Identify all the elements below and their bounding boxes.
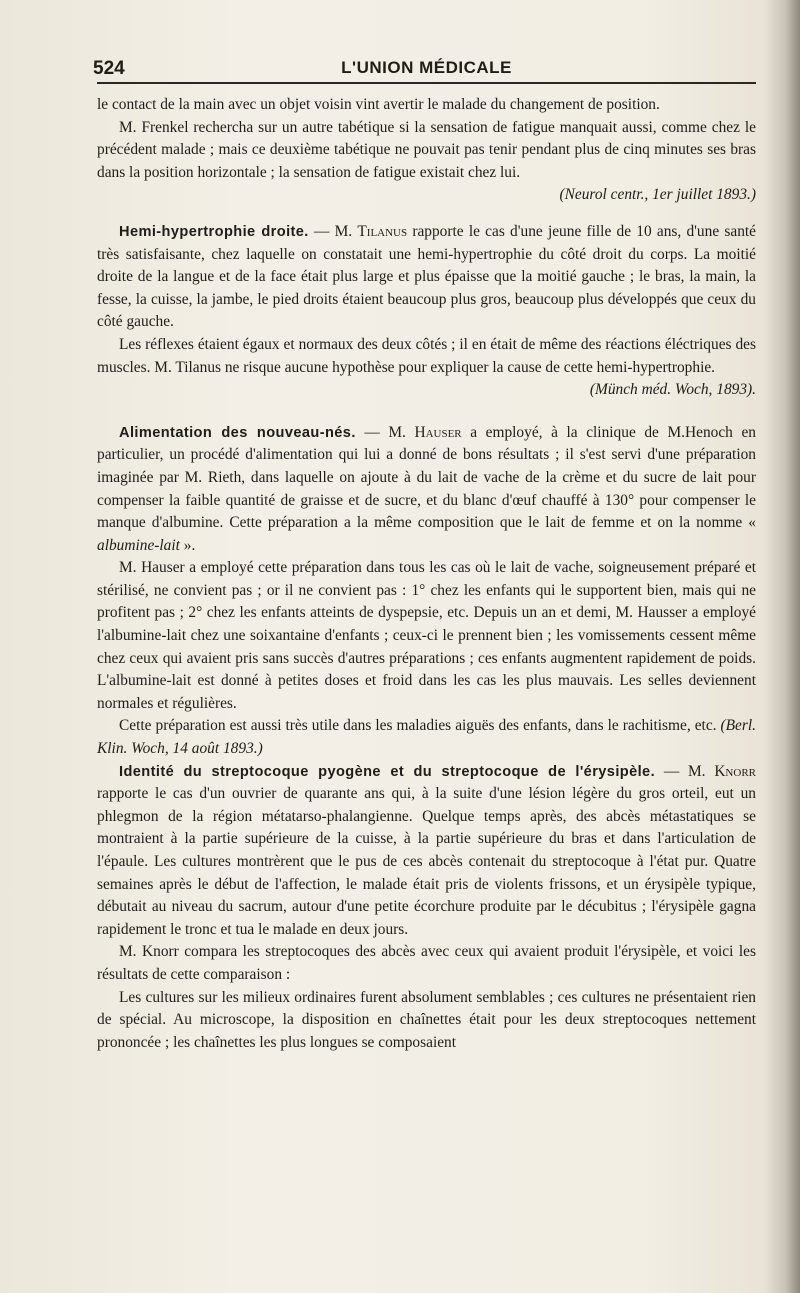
page-edge-shadow [764,0,800,1293]
paragraph-cultures: Les cultures sur les milieux ordinaires furent absolument semblables ; ces cultures ne présentaient rien de spécial. Au microscope, la disposition en chaînettes était pour les deux streptocoques nettement prononcée ; les chaînettes les plus longues se composaient [97,988,756,1051]
paragraph-text: a employé, à la clinique de M.Henoch en particulier, un procédé d'alimentation qui lui a donné de bons résultats ; il s'est servi d'une préparation imaginée par M. Rieth, dans laquelle on ajoute à du lait de vache de la crème et du sucre de lait pour compenser la faible quantité de graisse et de sucre, et du blanc d'œuf chauffé à 130° pour compenser le manque d'albumine. Cette préparation a la même composition que le lait de femme et on la nomme « [97,423,756,532]
journal-title: L'UNION MÉDICALE [341,58,512,77]
paragraph-text: rapporte le cas d'un ouvrier de quarante ans qui, à la suite d'une lésion légère du gros orteil, eut un phlegmon de la région métatarso-phalangienne. Quelque temps après, des abcès métastatiques se montraient à la partie supérieure de la cuisse, à la partie supérieure du bras et dans l'articulation de l'épaule. Les cultures montrèrent que le pus de ces abcès contenait du streptocoque à l'état pur. Quatre semaines après le début de l'affection, le malade était pris de violents frissons, et un érysipèle typique, débutait au niveau du sacrum, autour d'une petite écorchure produite par le décubitus ; l'érysipèle gagna rapidement le tronc et tua le malade en deux jours. [97,785,756,938]
paragraph-comparaison: M. Knorr compara les streptocoques des abcès avec ceux qui avaient produit l'érysipèle, et voici les résultats de cette comparaison : [97,943,756,983]
term: albumine-lait [97,536,180,554]
heading-dash: — M. [355,423,415,441]
paragraph-reflexes: Les réflexes étaient égaux et normaux des deux côtés ; il en était de même des réactions éléctriques des muscles. M. Tilanus ne risque aucune hypothèse pour expliquer la cause de cette hemi-hypertrophie. [97,335,756,376]
paragraph-text: Cette préparation est aussi très utile dans les maladies aiguës des enfants, dans le rachitisme, etc. [119,717,721,735]
paragraph-text: rapporte le cas d'une jeune fille de 10 ans, d'une santé très satisfaisante, chez laquelle on constatait une hemi-hypertrophie du côté droit du corps. La moitié droite de la langue et de la face était plus large et plus épaisse que la moitié gauche ; le bras, la main, la fesse, la cuisse, la jambe, le pied droits étaient beaucoup plus gros, beaucoup plus développés que ceux du côté gauche. [97,222,757,331]
paragraph-frenkel [97,117,756,207]
citation: (Berl. Klin. Woch, 14 août 1893.) [97,717,756,758]
paragraph-hauser-cases: M. Hauser a employé cette préparation dans tous les cas où le lait de vache, soigneusement préparé et stérilisé, ne convient pas ; or il ne convient pas : 1° chez les enfants qui le supportent bien, mais qui ne profitent pas ; 2° chez les enfants atteints de dyspepsie, etc. Depuis un an et demi, M. Hausser a employé l'albumine-lait chez une soixantaine d'enfants ; ceux-ci le prennent bien ; les vomissements cessent même chez ceux qui avaient pris sans succès d'autres préparations ; ces enfants augmentent rapidement de poids. L'albumine-lait est donné à petites doses et froid dans les cas les plus mauvais. Les selles deviennent normales et régulières. [97,559,756,712]
section-heading: Identité du streptocoque pyogène et du streptocoque de l'érysipèle. [119,763,656,780]
author-name: Knorr [714,762,756,780]
citation-paragraph [97,379,756,402]
section-hemi-hypertrophie [97,221,756,334]
paragraph-text-end: ». [179,536,196,554]
page-number: 524 [93,58,125,79]
section-heading: Hemi-hypertrophie droite. [119,223,309,240]
running-header [93,52,756,84]
section-streptocoque [97,761,756,942]
citation: (Neurol centr., 1er juillet 1893.) [559,186,756,204]
article-body [97,94,756,1054]
author-name: Hauser [414,423,462,441]
heading-dash: — M. [655,762,715,780]
citation: (Münch méd. Woch, 1893). [589,381,756,399]
paragraph-rachitisme [97,715,756,760]
section-alimentation [97,422,756,558]
paragraph-continuation: le contact de la main avec un objet voisin vint avertir le malade du changement de position. [97,96,660,113]
section-heading: Alimentation des nouveau-nés. [119,424,356,441]
author-name: Tilanus [357,222,408,240]
paragraph-text: M. Frenkel rechercha sur un autre tabétique si la sensation de fatigue manquait aussi, comme chez le précédent malade ; mais ce deuxième tabétique ne pouvait pas tenir pendant plus de cinq minutes ses bras dans la position horizontale ; la sensation de fatigue existait chez lui. [97,118,756,181]
spacer [97,402,756,422]
spacer [97,207,756,221]
heading-dash: — M. [308,222,358,240]
